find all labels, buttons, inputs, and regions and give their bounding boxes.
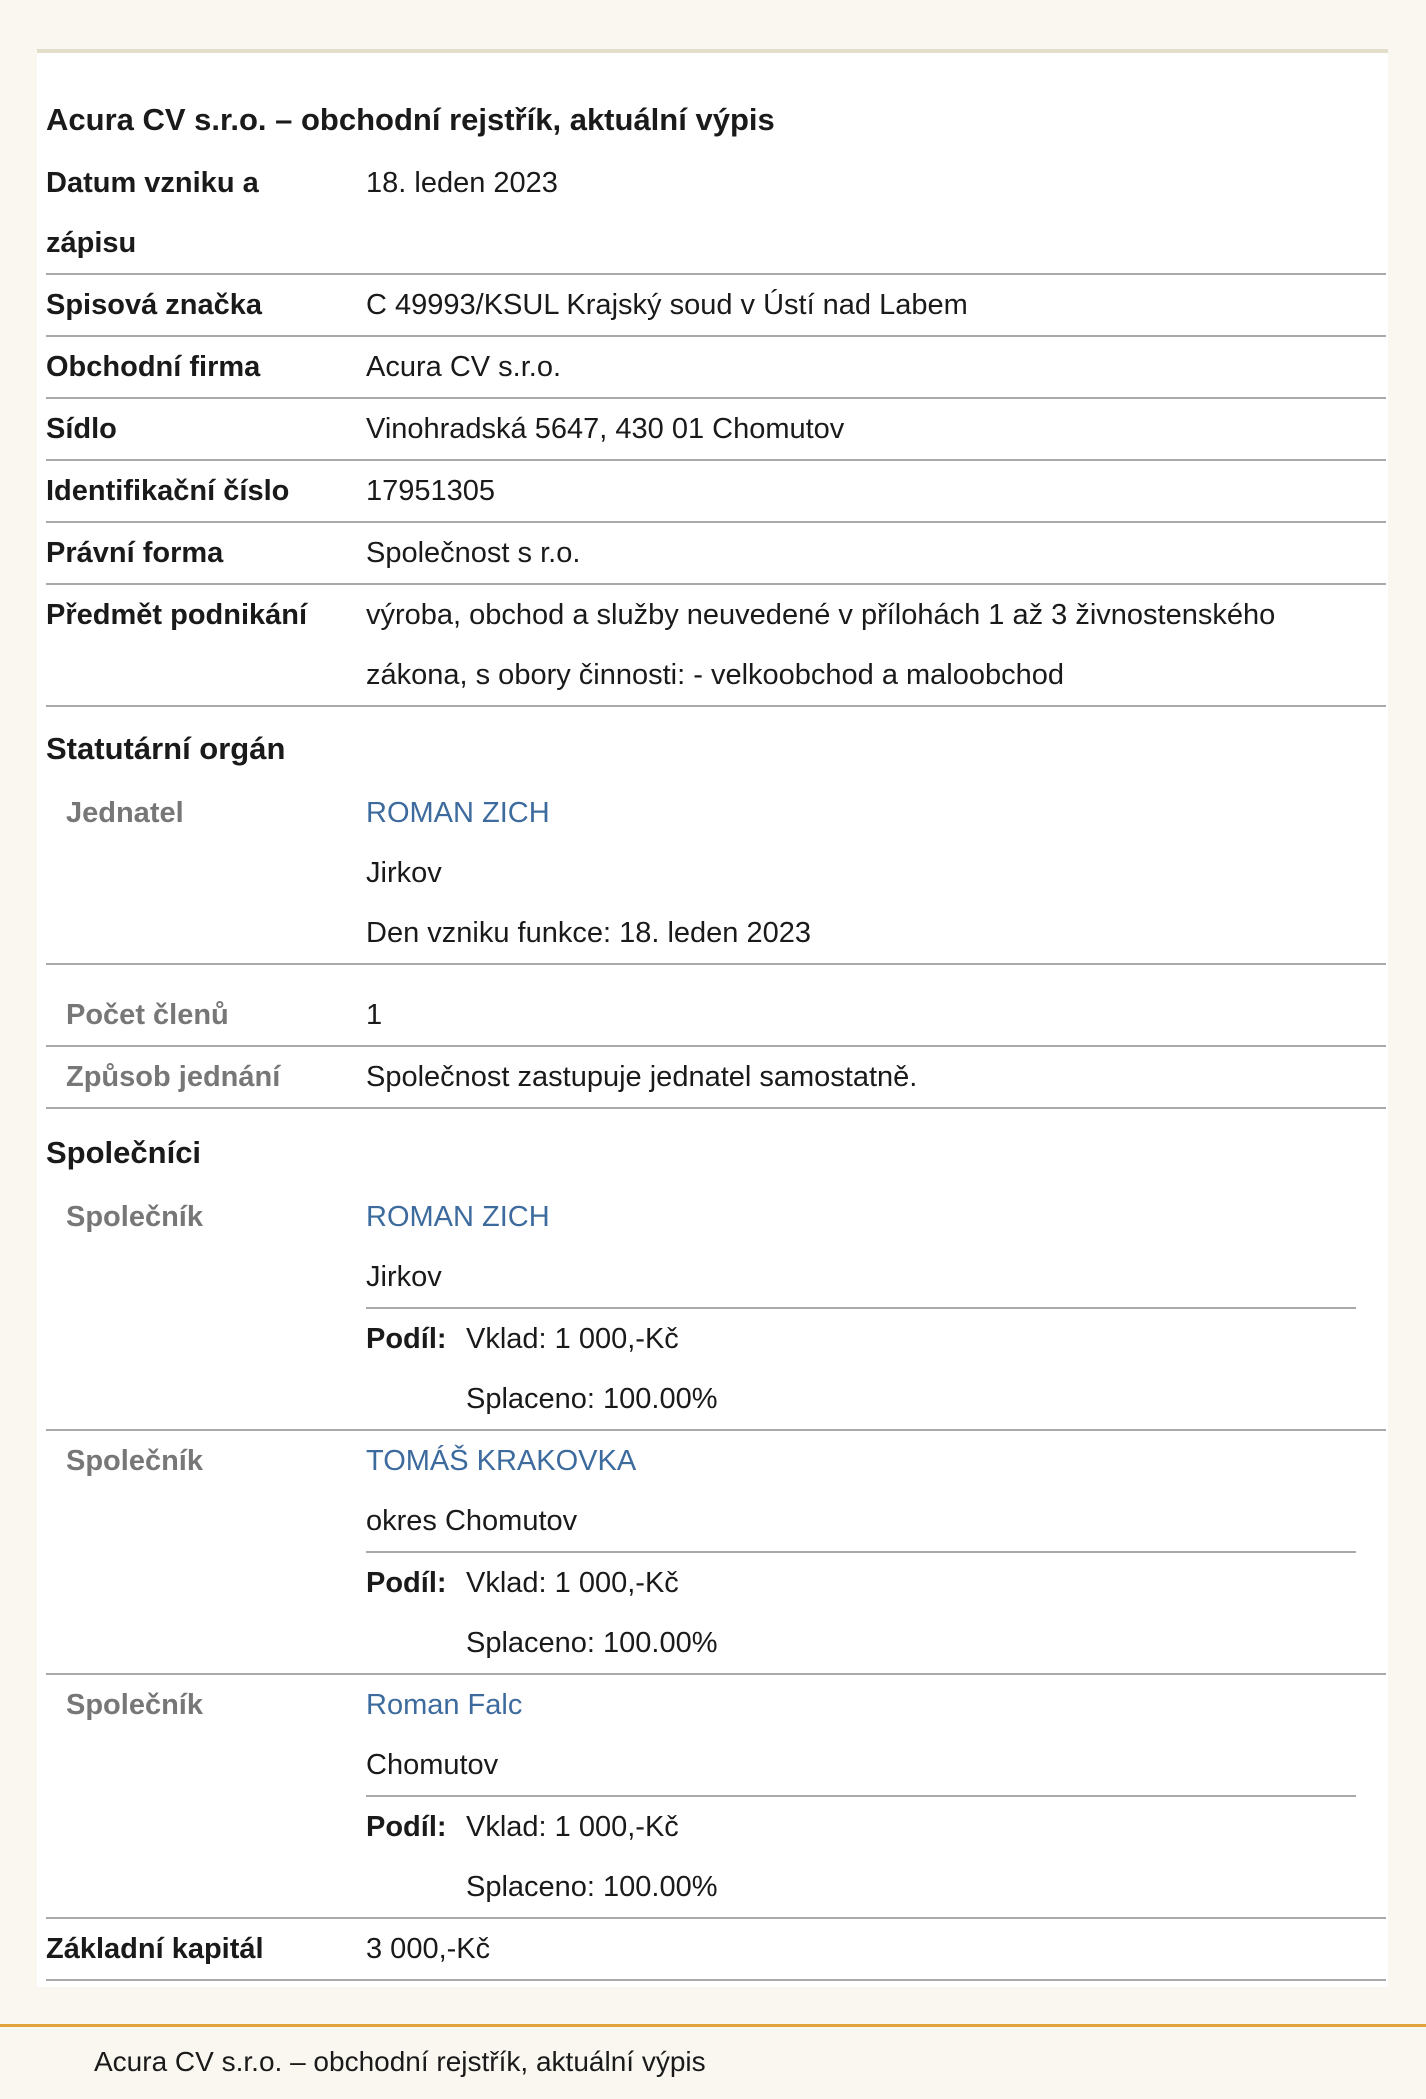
row-divider <box>46 459 1386 461</box>
page-title: Acura CV s.r.o. – obchodní rejstřík, aktuální výpis <box>46 102 775 137</box>
acting-method-label: Způsob jednání <box>66 1061 281 1093</box>
register-extract-card <box>37 49 1388 1987</box>
director-name-link[interactable]: ROMAN ZICH <box>366 797 550 829</box>
row-divider <box>46 705 1386 707</box>
row-divider <box>46 335 1386 337</box>
share-divider <box>366 1795 1356 1797</box>
share-paid: Splaceno: 100.00% <box>466 1871 718 1903</box>
legal-form-value: Společnost s r.o. <box>366 537 581 569</box>
row-divider <box>46 1107 1386 1109</box>
row-divider <box>46 1917 1386 1919</box>
share-label: Podíl: <box>366 1323 447 1355</box>
seat-value: Vinohradská 5647, 430 01 Chomutov <box>366 413 845 445</box>
shareholder-label: Společník <box>66 1689 203 1721</box>
share-capital-value: 3 000,-Kč <box>366 1933 491 1965</box>
row-divider <box>46 1045 1386 1047</box>
share-divider <box>366 1307 1356 1309</box>
share-paid: Splaceno: 100.00% <box>466 1383 718 1415</box>
row-divider <box>46 521 1386 523</box>
share-paid: Splaceno: 100.00% <box>466 1627 718 1659</box>
shareholder-name-link[interactable]: Roman Falc <box>366 1689 523 1721</box>
row-divider <box>46 397 1386 399</box>
row-divider <box>46 963 1386 965</box>
share-divider <box>366 1551 1356 1553</box>
share-deposit: Vklad: 1 000,-Kč <box>466 1323 679 1355</box>
seat-label: Sídlo <box>46 413 117 445</box>
founding-date-value: 18. leden 2023 <box>366 167 558 199</box>
shareholder-label: Společník <box>66 1201 203 1233</box>
share-label: Podíl: <box>366 1567 447 1599</box>
director-since: Den vzniku funkce: 18. leden 2023 <box>366 917 811 949</box>
shareholder-label: Společník <box>66 1445 203 1477</box>
company-id-value: 17951305 <box>366 475 496 507</box>
row-divider <box>46 1429 1386 1431</box>
share-deposit: Vklad: 1 000,-Kč <box>466 1811 679 1843</box>
row-divider <box>46 273 1386 275</box>
founding-date-label-cont: zápisu <box>46 227 137 259</box>
company-name-value: Acura CV s.r.o. <box>366 351 562 383</box>
shareholder-name-link[interactable]: ROMAN ZICH <box>366 1201 550 1233</box>
legal-form-label: Právní forma <box>46 537 224 569</box>
footer-title: Acura CV s.r.o. – obchodní rejstřík, aktuální výpis <box>94 2046 706 2077</box>
director-city: Jirkov <box>366 857 442 889</box>
share-deposit: Vklad: 1 000,-Kč <box>466 1567 679 1599</box>
share-capital-label: Základní kapitál <box>46 1933 264 1965</box>
member-count-label: Počet členů <box>66 999 229 1031</box>
file-number-value: C 49993/KSUL Krajský soud v Ústí nad Labem <box>366 289 968 321</box>
file-number-label: Spisová značka <box>46 289 262 321</box>
row-divider <box>46 1979 1386 1981</box>
row-divider <box>46 583 1386 585</box>
founding-date-label: Datum vzniku a <box>46 167 259 199</box>
shareholder-place: Chomutov <box>366 1749 499 1781</box>
member-count-value: 1 <box>366 999 383 1031</box>
company-name-label: Obchodní firma <box>46 351 261 383</box>
statutory-body-heading: Statutární orgán <box>46 731 286 766</box>
acting-method-value: Společnost zastupuje jednatel samostatně. <box>366 1061 918 1093</box>
business-subject-value-line2: zákona, s obory činnosti: - velkoobchod a maloobchod <box>366 659 1065 691</box>
director-label: Jednatel <box>66 797 184 829</box>
business-subject-value-line1: výroba, obchod a služby neuvedené v přílohách 1 až 3 živnostenského <box>366 599 1276 631</box>
share-label: Podíl: <box>366 1811 447 1843</box>
shareholder-place: okres Chomutov <box>366 1505 578 1537</box>
shareholders-heading: Společníci <box>46 1135 202 1170</box>
shareholder-place: Jirkov <box>366 1261 442 1293</box>
shareholder-name-link[interactable]: TOMÁŠ KRAKOVKA <box>366 1445 637 1477</box>
business-subject-label: Předmět podnikání <box>46 599 308 631</box>
row-divider <box>46 1673 1386 1675</box>
company-id-label: Identifikační číslo <box>46 475 290 507</box>
